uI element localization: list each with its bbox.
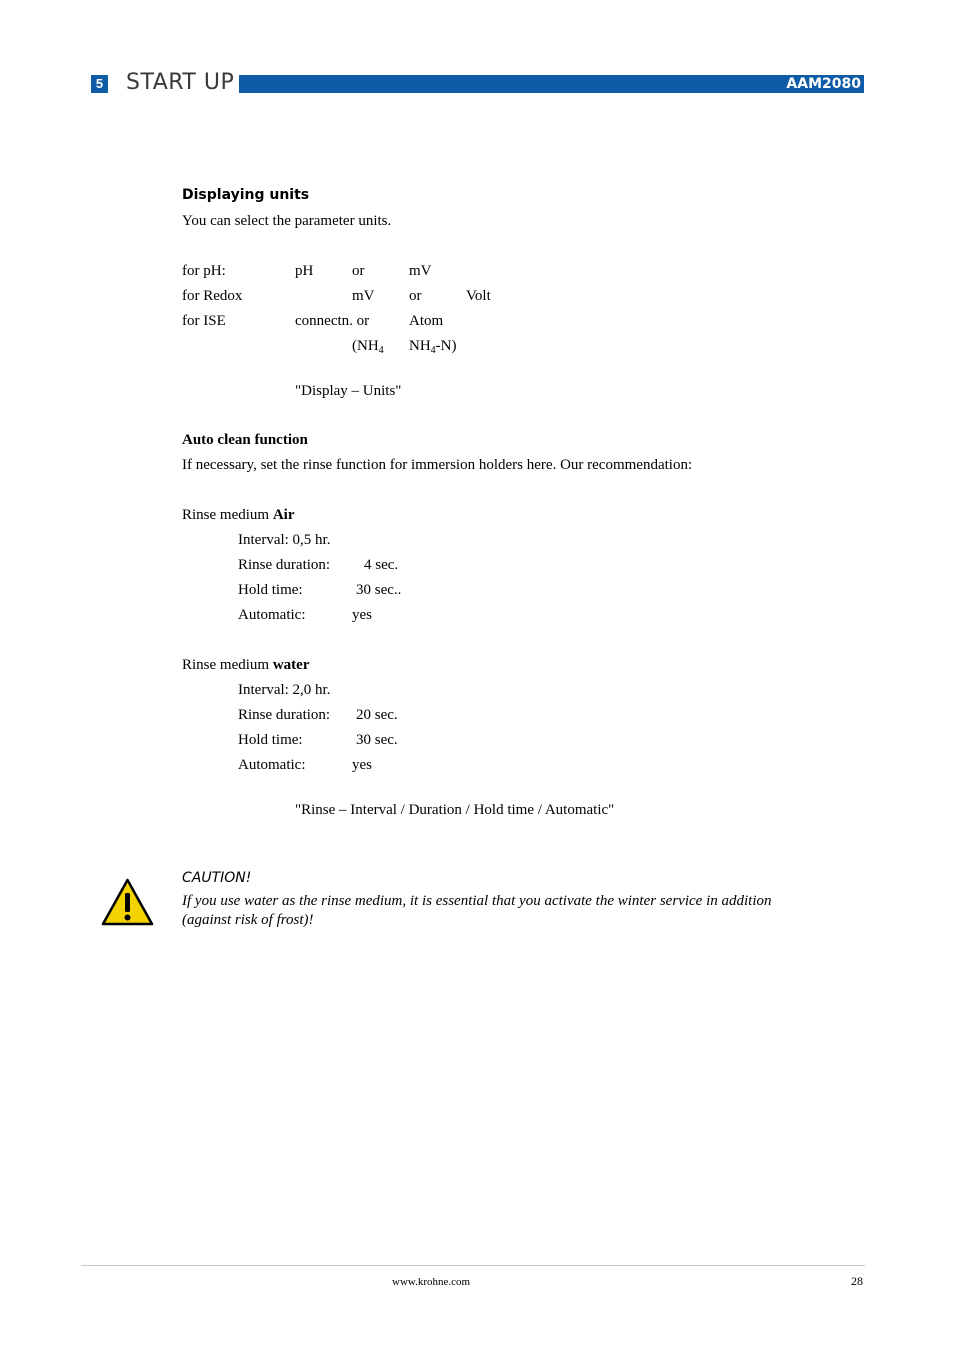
ise-sub-nh4-n: $NH_4-N$)	[409, 338, 457, 356]
air-duration-label: Rinse duration:	[238, 557, 331, 573]
air-medium-label: Rinse medium Air	[182, 507, 295, 523]
units-menu-path: "Display – Units"	[295, 383, 402, 399]
autoclean-intro: If necessary, set the rinse function for immersion holders here. Our recommendation:	[182, 457, 693, 473]
document-id: AAM2080	[786, 76, 861, 92]
chapter-number: 5	[91, 75, 108, 93]
redox-option-volt: Volt	[466, 288, 491, 304]
ph-label: for pH:	[182, 263, 226, 279]
ph-option-mv: mV	[409, 263, 432, 279]
ph-or: or	[352, 263, 365, 279]
footer-rule	[81, 1265, 865, 1266]
rinse-menu-path: "Rinse – Interval / Duration / Hold time / Automatic"	[295, 802, 615, 818]
air-duration-value: 4 sec.	[364, 557, 399, 573]
autoclean-heading: Auto clean function	[182, 432, 308, 448]
water-interval: Interval: 2,0 hr.	[238, 682, 331, 698]
warning-triangle-icon	[101, 878, 154, 926]
caution-title: CAUTION!	[182, 870, 252, 886]
ise-label: for ISE	[182, 313, 226, 329]
water-auto-label: Automatic:	[238, 757, 306, 773]
caution-line-2: (against risk of frost)!	[182, 912, 314, 928]
air-auto-value: yes	[352, 607, 372, 623]
air-auto-label: Automatic:	[238, 607, 306, 623]
water-auto-value: yes	[352, 757, 372, 773]
ise-option-connectn: connectn. or	[295, 313, 370, 329]
air-interval: Interval: 0,5 hr.	[238, 532, 331, 548]
water-duration-value: 20 sec.	[356, 707, 398, 723]
redox-option-mv: mV	[352, 288, 375, 304]
water-duration-label: Rinse duration:	[238, 707, 331, 723]
air-hold-value: 30 sec..	[356, 582, 402, 598]
page-number: 28	[851, 1274, 863, 1288]
ph-option-ph: pH	[295, 263, 314, 279]
units-heading: Displaying units	[182, 187, 310, 203]
footer-url: www.krohne.com	[392, 1276, 471, 1288]
header-bar	[239, 75, 864, 93]
chapter-title: START UP	[126, 70, 235, 95]
water-medium-label: Rinse medium water	[182, 657, 310, 673]
water-hold-value: 30 sec.	[356, 732, 398, 748]
redox-or: or	[409, 288, 422, 304]
caution-line-1: If you use water as the rinse medium, it is essential that you activate the winter service in addition	[182, 893, 772, 909]
redox-label: for Redox	[182, 288, 243, 304]
ise-sub-nh4: ($NH_4$	[352, 338, 384, 356]
water-hold-label: Hold time:	[238, 732, 303, 748]
ise-option-atom: Atom	[409, 313, 444, 329]
units-intro: You can select the parameter units.	[182, 213, 392, 229]
air-hold-label: Hold time:	[238, 582, 303, 598]
